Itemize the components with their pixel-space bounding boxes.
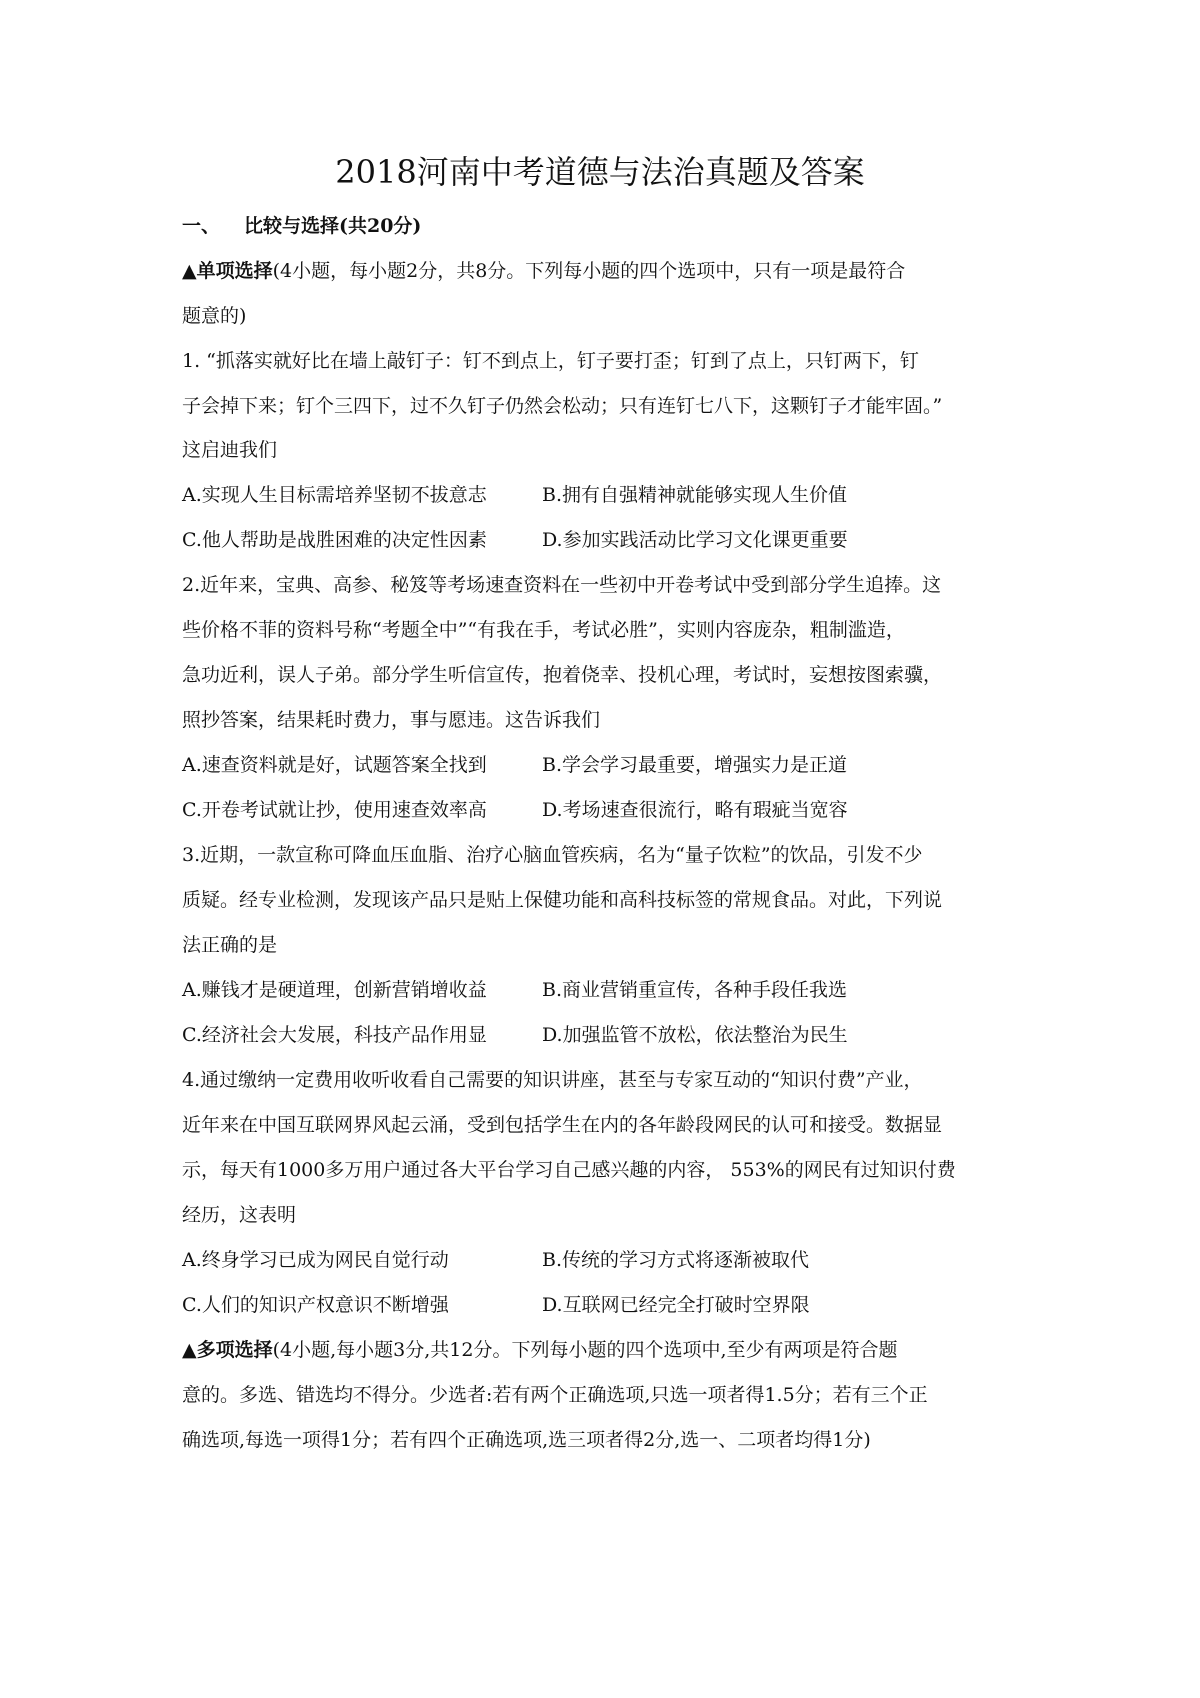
question-2-option-b: B.学会学习最重要，增强实力是正道 xyxy=(542,754,848,776)
question-2-options-row-1 xyxy=(182,752,848,778)
question-4-line-2: 近年来在中国互联网界风起云涌，受到包括学生在内的各年龄段网民的认可和接受。数据显 xyxy=(182,1114,943,1136)
question-3-option-a: A.赚钱才是硬道理，创新营销增收益 xyxy=(182,979,487,1001)
question-4-line-4: 经历，这表明 xyxy=(182,1204,297,1226)
question-2-option-a: A.速查资料就是好，试题答案全找到 xyxy=(182,754,487,776)
question-1-option-b: B.拥有自强精神就能够实现人生价值 xyxy=(542,484,848,506)
single-choice-desc: (4小题，每小题2分，共8分。下列每小题的四个选项中，只有一项是最符合 xyxy=(272,260,906,282)
multi-choice-heading: ▲多项选择 xyxy=(182,1339,273,1361)
question-4-line-3: 示，每天有1000多万用户通过各大平台学习自己感兴趣的内容， 553%的网民有过知识付费 xyxy=(182,1159,956,1181)
question-3-line-2: 质疑。经专业检测，发现该产品只是贴上保健功能和高科技标签的常规食品。对此，下列说 xyxy=(182,889,943,911)
question-4-option-b: B.传统的学习方式将逐渐被取代 xyxy=(542,1249,810,1271)
question-2-line-3: 急功近利，误人子弟。部分学生听信宣传，抱着侥幸、投机心理，考试时，妄想按图索骥， xyxy=(182,664,943,686)
question-2-option-d: D.考场速查很流行，略有瑕疵当宽容 xyxy=(542,799,848,821)
question-4-option-d: D.互联网已经完全打破时空界限 xyxy=(542,1294,810,1316)
question-3-line-1: 3.近期，一款宣称可降血压血脂、治疗心脑血管疾病，名为“量子饮粒”的饮品，引发不少 xyxy=(182,844,923,866)
question-4-option-a: A.终身学习已成为网民自觉行动 xyxy=(182,1249,449,1271)
question-1-options-row-2 xyxy=(182,527,848,553)
question-4-options-row-2 xyxy=(182,1292,810,1318)
section-heading xyxy=(182,213,421,239)
question-3-option-d: D.加强监管不放松，依法整治为民生 xyxy=(542,1024,848,1046)
question-2-option-c: C.开卷考试就让抄，使用速查效率高 xyxy=(182,799,487,821)
question-1-line-2: 子会掉下来；钉个三四下，过不久钉子仍然会松动；只有连钉七八下，这颗钉子才能牢固。” xyxy=(182,395,943,417)
question-1-line-3: 这启迪我们 xyxy=(182,439,278,461)
multi-choice-instructions xyxy=(182,1337,898,1363)
single-choice-desc-cont: 题意的) xyxy=(182,305,247,327)
question-2-line-1: 2.近年来，宝典、高参、秘笈等考场速查资料在一些初中开卷考试中受到部分学生追捧。这 xyxy=(182,574,942,596)
question-2-options-row-2 xyxy=(182,797,848,823)
question-1-option-d: D.参加实践活动比学习文化课更重要 xyxy=(542,529,848,551)
question-1-option-c: C.他人帮助是战胜困难的决定性因素 xyxy=(182,529,487,551)
question-4-line-1: 4.通过缴纳一定费用收听收看自己需要的知识讲座，甚至与专家互动的“知识付费”产业， xyxy=(182,1069,923,1091)
question-1-line-1: 1. “抓落实就好比在墙上敲钉子：钉不到点上，钉子要打歪；钉到了点上，只钉两下，钉 xyxy=(182,350,919,372)
question-3-options-row-2 xyxy=(182,1022,848,1048)
question-2-line-2: 些价格不菲的资料号称“考题全中”“有我在手，考试必胜”，实则内容庞杂，粗制滥造， xyxy=(182,619,905,641)
multi-choice-desc: (4小题,每小题3分,共12分。下列每小题的四个选项中,至少有两项是符合题 xyxy=(272,1339,898,1361)
question-3-option-b: B.商业营销重宣传，各种手段任我选 xyxy=(542,979,848,1001)
question-3-options-row-1 xyxy=(182,977,848,1003)
question-1-option-a: A.实现人生目标需培养坚韧不拔意志 xyxy=(182,484,487,506)
question-3-option-c: C.经济社会大发展，科技产品作用显 xyxy=(182,1024,487,1046)
page-title: 2018河南中考道德与法治真题及答案 xyxy=(335,153,865,191)
section-title: 比较与选择(共20分) xyxy=(244,215,422,237)
single-choice-heading: ▲单项选择 xyxy=(182,260,273,282)
multi-choice-desc-line-2: 意的。多选、错选均不得分。少选者:若有两个正确选项,只选一项者得1.5分；若有三个正 xyxy=(182,1384,928,1406)
single-choice-instructions xyxy=(182,258,905,284)
question-1-options-row-1 xyxy=(182,482,848,508)
question-2-line-4: 照抄答案，结果耗时费力，事与愿违。这告诉我们 xyxy=(182,709,601,731)
section-number: 一、 xyxy=(182,215,221,237)
question-4-option-c: C.人们的知识产权意识不断增强 xyxy=(182,1294,449,1316)
question-4-options-row-1 xyxy=(182,1247,810,1273)
multi-choice-desc-line-3: 确选项,每选一项得1分；若有四个正确选项,选三项者得2分,选一、二项者均得1分) xyxy=(182,1429,871,1451)
question-3-line-3: 法正确的是 xyxy=(182,934,278,956)
